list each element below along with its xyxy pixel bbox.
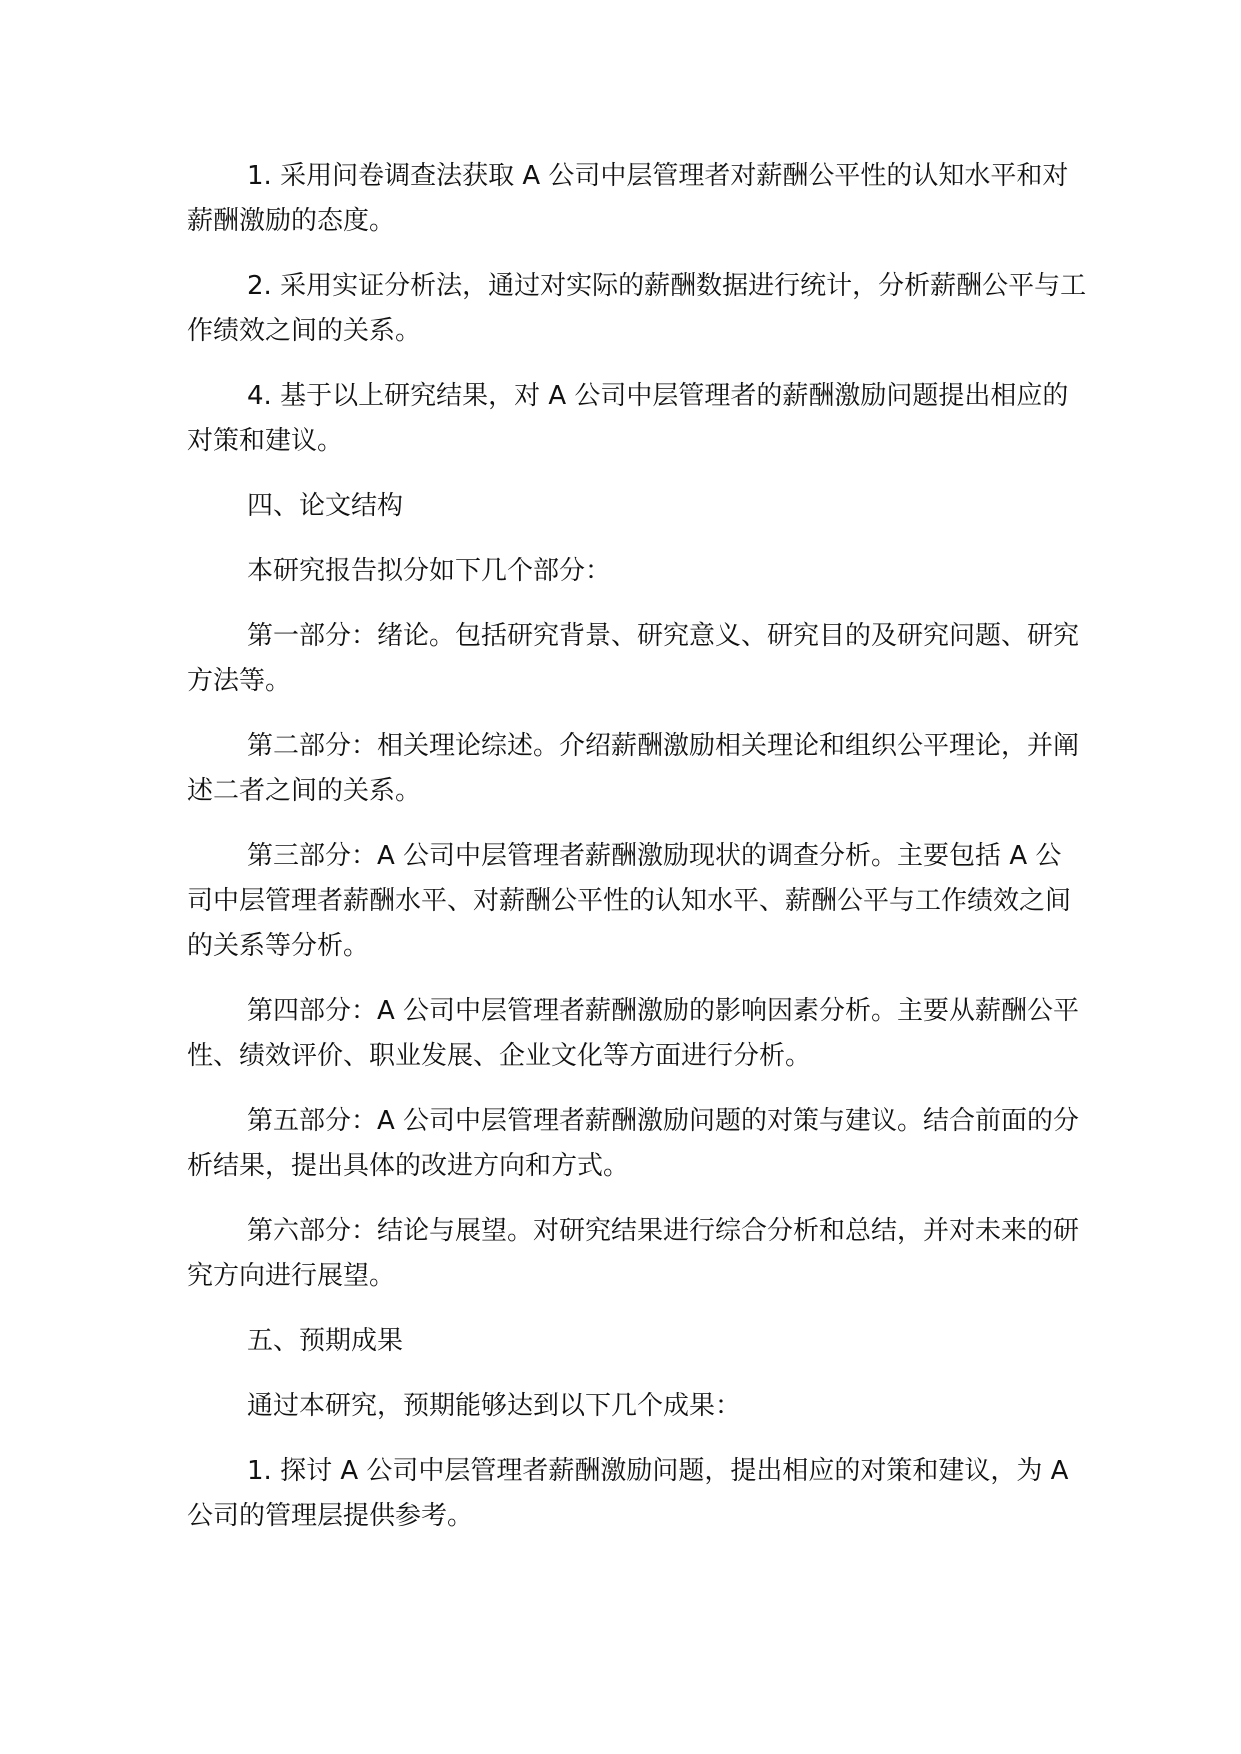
paragraph-structure-intro: 本研究报告拟分如下几个部分： bbox=[247, 556, 612, 586]
paragraph-results-intro: 通过本研究，预期能够达到以下几个成果： bbox=[247, 1391, 742, 1421]
section-heading-structure: 四、论文结构 bbox=[247, 491, 404, 521]
paragraph-method-1: 1. 采用问卷调查法获取 A 公司中层管理者对薪酬公平性的认知水平和对薪酬激励的态度。 bbox=[187, 161, 1069, 236]
section-heading-expected-results: 五、预期成果 bbox=[247, 1326, 404, 1356]
paragraph-method-4: 4. 基于以上研究结果，对 A 公司中层管理者的薪酬激励问题提出相应的对策和建议。 bbox=[187, 381, 1069, 456]
paragraph-part-2: 第二部分：相关理论综述。介绍薪酬激励相关理论和组织公平理论，并阐述二者之间的关系。 bbox=[187, 731, 1080, 806]
paragraph-part-3: 第三部分：A 公司中层管理者薪酬激励现状的调查分析。主要包括 A 公司中层管理者薪酬水平、对薪酬公平性的认知水平、薪酬公平与工作绩效之间的关系等分析。 bbox=[187, 841, 1072, 961]
paragraph-part-6: 第六部分：结论与展望。对研究结果进行综合分析和总结，并对未来的研究方向进行展望。 bbox=[187, 1216, 1080, 1291]
paragraph-part-5: 第五部分：A 公司中层管理者薪酬激励问题的对策与建议。结合前面的分析结果，提出具体的改进方向和方式。 bbox=[187, 1106, 1080, 1181]
paragraph-part-1: 第一部分：绪论。包括研究背景、研究意义、研究目的及研究问题、研究方法等。 bbox=[187, 621, 1080, 696]
paragraph-method-2: 2. 采用实证分析法，通过对实际的薪酬数据进行统计，分析薪酬公平与工作绩效之间的关系。 bbox=[187, 271, 1087, 346]
paragraph-result-1: 1. 探讨 A 公司中层管理者薪酬激励问题，提出相应的对策和建议，为 A 公司的管理层提供参考。 bbox=[187, 1456, 1069, 1531]
document-body bbox=[187, 154, 1087, 1559]
paragraph-part-4: 第四部分：A 公司中层管理者薪酬激励的影响因素分析。主要从薪酬公平性、绩效评价、职业发展、企业文化等方面进行分析。 bbox=[187, 996, 1080, 1071]
